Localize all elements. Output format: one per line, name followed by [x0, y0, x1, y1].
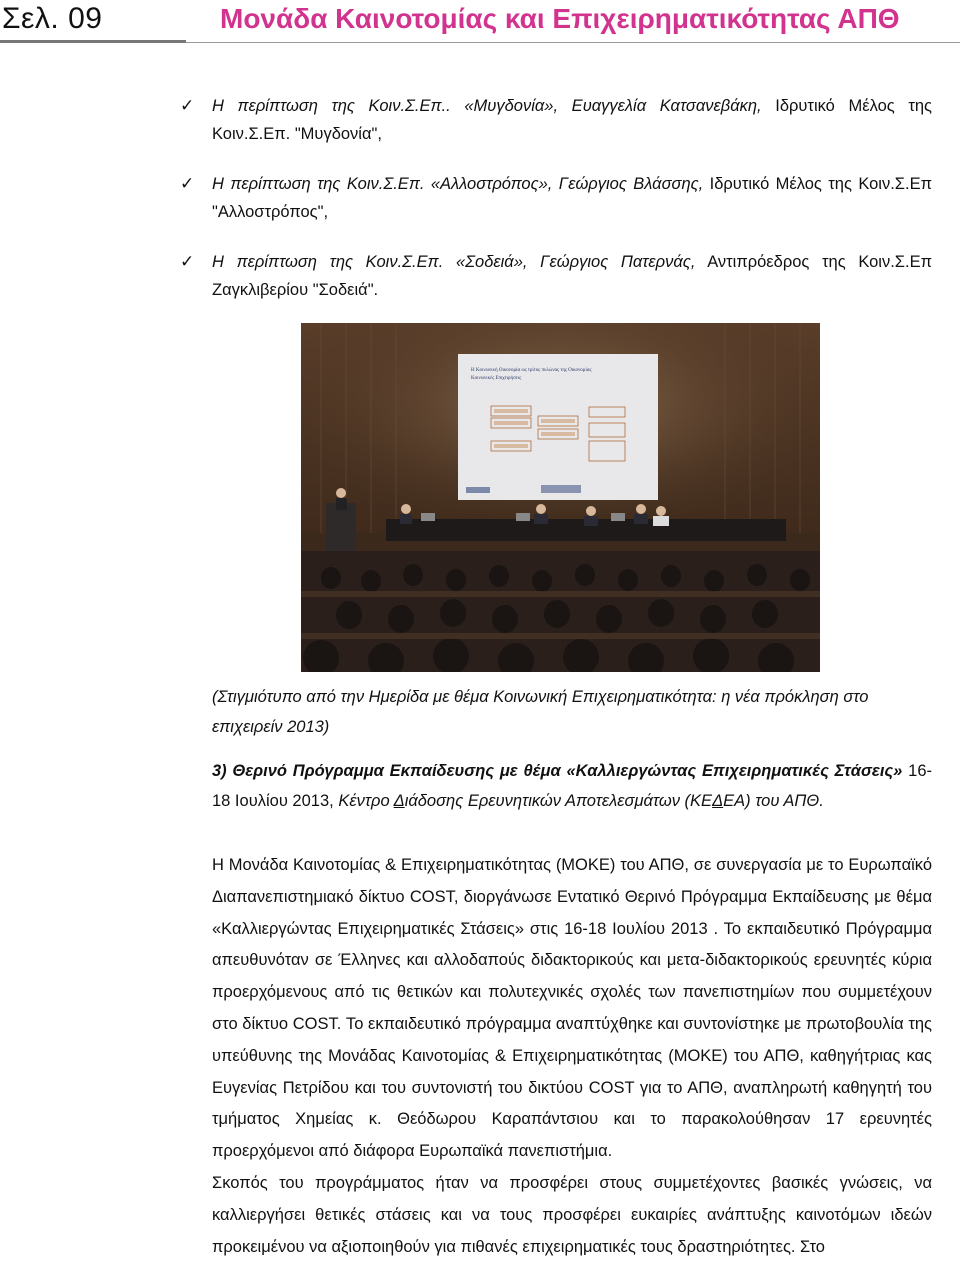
list-item-text: Η περίπτωση της Κοιν.Σ.Επ. «Σοδειά», Γεώργιος Πατερνάς, [212, 253, 696, 271]
photo-caption: (Στιγμιότυπο από την Ημερίδα με θέμα Κοινωνική Επιχειρηματικότητα: η νέα πρόκληση στο επιχειρείν 2013) [212, 688, 869, 736]
section-3-heading [212, 756, 932, 816]
page-number: Σελ. 09 [2, 2, 103, 35]
paragraph: Η Μονάδα Καινοτομίας & Επιχειρηματικότητας (ΜΟΚΕ) του ΑΠΘ, σε συνεργασία με το Ευρωπαϊκό Διαπανεπιστημιακό δίκτυο COST, διοργάνωσε Εντατικό Θερινό Πρόγραμμα Εκπαίδευσης με θέμα «Καλλιεργώντας Επιχειρηματικές Στάσεις» στις 16-18 Ιουλίου 2013 . Το εκπαιδευτικό Πρόγραμμα απευθυνόταν σε Έλληνες και αλλοδαπούς διδακτορικούς και μετα-διδακτορικούς ερευνητές κύρια προερχόμενους από τις θετικών και πολυτεχνικές σχολές των πανεπιστημίων που συμμετέχουν στο δίκτυο COST. Το εκπαιδευτικό πρόγραμμα αναπτύχθηκε και συντονίστηκε με πρωτοβουλία της υπεύθυνης της Μονάδας Καινοτομίας & Επιχειρηματικότητας (ΜΟΚΕ) του ΑΠΘ, καθηγήτριας κας Ευγενίας Πετρίδου και του συντονιστή του δικτύου COST για το ΑΠΘ, αναπληρωτή καθηγητή του τμήματος Χημείας κ. Θεόδωρου Καραπάντσιου και το παρακολούθησαν 17 ερευνητές προερχόμενοι από διάφορα Ευρωπαϊκά πανεπιστήμια. [212, 856, 932, 1161]
page-title: Μονάδα Καινοτομίας και Επιχειρηματικότητας ΑΠΘ [220, 3, 900, 34]
section-dates: 16-18 Ιουλίου 2013, [212, 762, 932, 810]
venue-underlined: Δ [712, 792, 724, 810]
venue-text: ιάδοσης Ερευνητικών Αποτελεσμάτων (ΚΕ [404, 792, 713, 810]
body-text [212, 850, 932, 1263]
projection-screen [458, 354, 658, 500]
list-item [180, 170, 932, 226]
checkmark-icon: ✓ [180, 96, 195, 115]
slide-subtitle: Κοινωνικές Επιχειρήσεις [471, 376, 522, 381]
paragraph: Σκοπός του προγράμματος ήταν να προσφέρει στους συμμετέχοντες βασικές γνώσεις, να καλλιεργήσει θετικές στάσεις και να τους προσφέρει ευκαιρίες ανάπτυξης καινοτόμων ιδεών προκειμένου να αξιοποιηθούν για πιθανές επιχειρηματικές τους δραστηριότητες. Στο [212, 1173, 932, 1256]
checkmark-icon: ✓ [180, 252, 195, 271]
list-item-role: Αντιπρόεδρος της Κοιν.Σ.Επ Ζαγκλιβερίου "Σοδειά". [212, 253, 932, 299]
audience [301, 551, 820, 672]
section-venue [338, 792, 823, 810]
header-divider [0, 40, 186, 43]
list-item [180, 248, 932, 304]
event-photo [301, 323, 820, 672]
list-item [180, 92, 932, 148]
list-item-text: Η περίπτωση της Κοιν.Σ.Επ. «Αλλοστρόπος», Γεώργιος Βλάσσης, [212, 175, 704, 193]
checkmark-icon: ✓ [180, 174, 195, 193]
list-item-role: Ιδρυτικό Μέλος της Κοιν.Σ.Επ. "Μυγδονία", [212, 97, 932, 143]
list-item-text: Η περίπτωση της Κοιν.Σ.Επ.. «Μυγδονία», Ευαγγελία Κατσανεβάκη, [212, 97, 762, 115]
header-divider-thin [186, 42, 960, 43]
section-title: 3) Θερινό Πρόγραμμα Εκπαίδευσης με θέμα «Καλλιεργώντας Επιχειρηματικές Στάσεις» [212, 762, 903, 780]
page-header [0, 0, 960, 42]
slide-title: Η Κοινωνική Οικονομία ως τρίτος πυλώνας της Οικονομίας [471, 368, 592, 373]
venue-text: Κέντρο [338, 792, 390, 810]
venue-text: ΕΑ) του ΑΠΘ. [723, 792, 824, 810]
list-item-role: Ιδρυτικό Μέλος της Κοιν.Σ.Επ "Αλλοστρόπος", [212, 175, 932, 221]
venue-underlined: Δ [393, 792, 405, 810]
case-study-list [180, 92, 932, 326]
